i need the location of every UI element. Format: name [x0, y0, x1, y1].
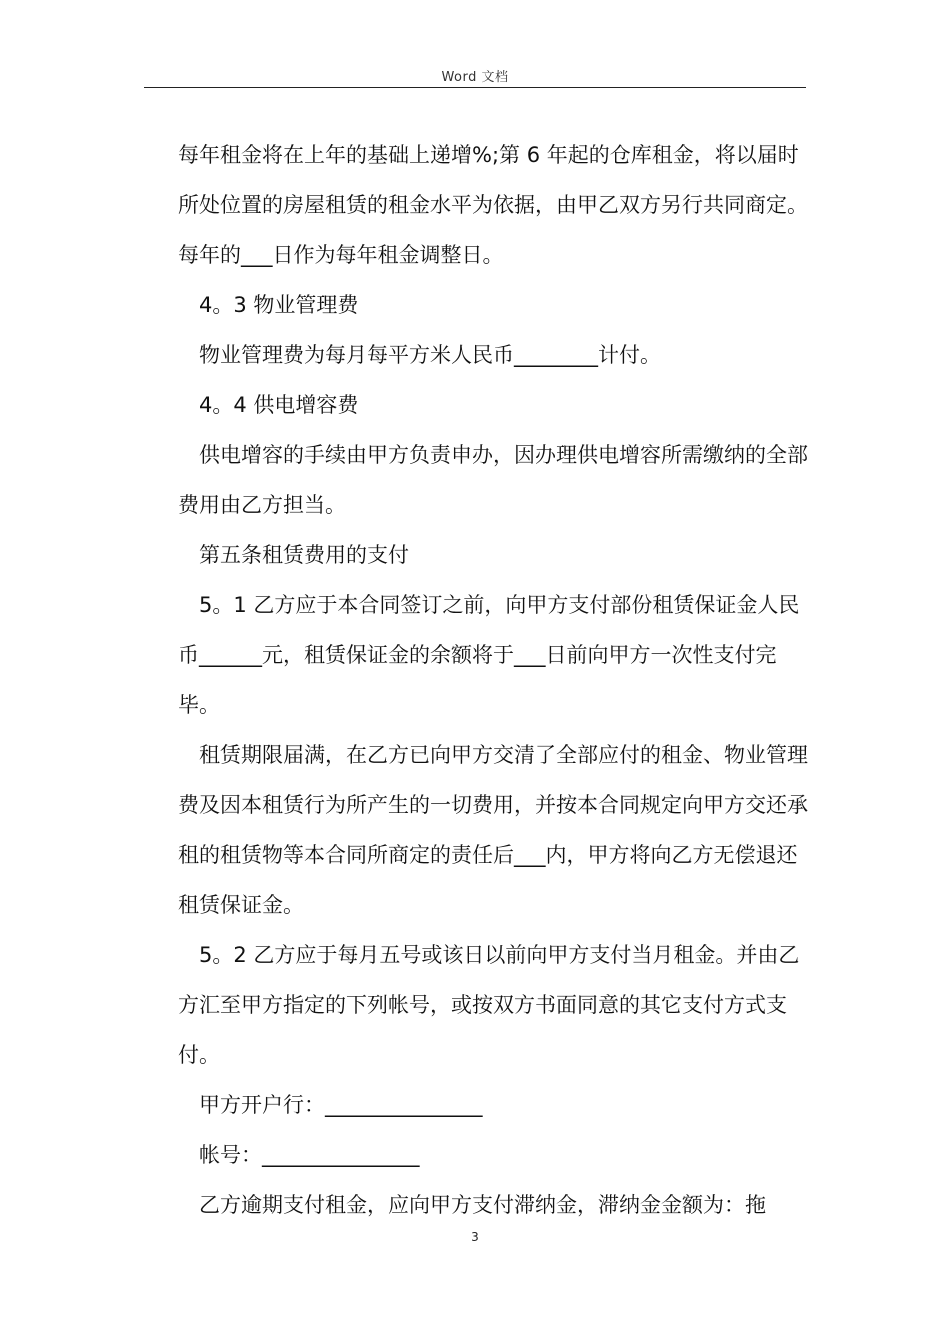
heading-property-fee: 4。3 物业管理费 [199, 293, 359, 317]
paragraph-deposit: 5。1 乙方应于本合同签订之前，向甲方支付部份租赁保证金人民币______元，租赁保证金的余额将于___日前向甲方一次性支付完毕。 [178, 593, 800, 717]
paragraph-bank: 甲方开户行：_______________ [199, 1093, 483, 1117]
heading-power-fee: 4。4 供电增容费 [199, 393, 359, 417]
header-title: Word 文档 [441, 70, 509, 85]
header-divider [144, 87, 806, 88]
paragraph-deposit-refund: 租赁期限届满，在乙方已向甲方交清了全部应付的租金、物业管理费及因本租赁行为所产生的一切费用，并按本合同规定向甲方交还承租的租赁物等本合同所商定的责任后___内，甲方将向乙方无偿退还租赁保证金。 [178, 743, 808, 917]
paragraph-rent-increase: 每年租金将在上年的基础上递增%;第 6 年起的仓库租金，将以届时所处位置的房屋租赁的租金水平为依据，由甲乙双方另行共同商定。每年的___日作为每年租金调整日。 [178, 143, 808, 267]
document-body [178, 130, 808, 1230]
page-number: 3 [471, 1230, 479, 1244]
heading-article-five: 第五条租赁费用的支付 [199, 543, 409, 567]
paragraph-late-fee: 乙方逾期支付租金，应向甲方支付滞纳金，滞纳金金额为：拖 [199, 1193, 766, 1217]
paragraph-power-fee: 供电增容的手续由甲方负责申办，因办理供电增容所需缴纳的全部费用由乙方担当。 [178, 443, 808, 517]
paragraph-account: 帐号：_______________ [199, 1143, 420, 1167]
paragraph-monthly-rent: 5。2 乙方应于每月五号或该日以前向甲方支付当月租金。并由乙方汇至甲方指定的下列帐号，或按双方书面同意的其它支付方式支付。 [178, 943, 800, 1067]
paragraph-property-fee: 物业管理费为每月每平方米人民币________计付。 [199, 343, 661, 367]
